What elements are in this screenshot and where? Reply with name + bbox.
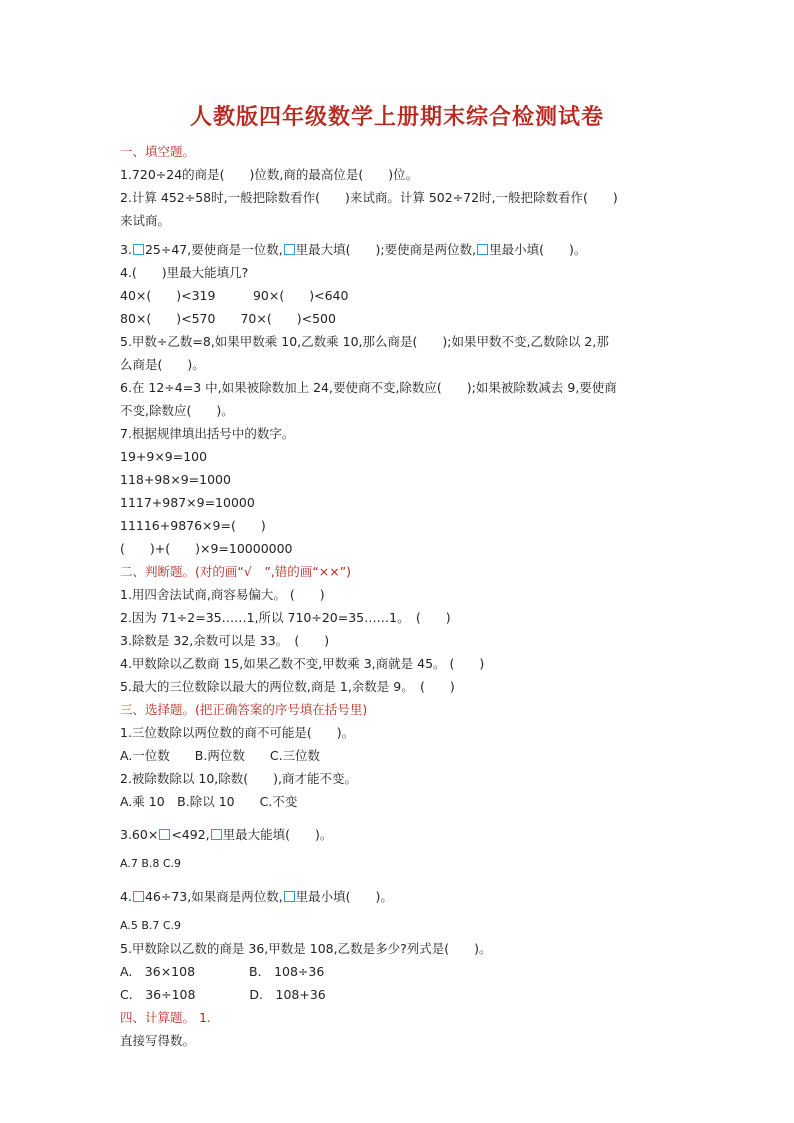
choose-q1: 1.三位数除以两位数的商不可能是( )。 xyxy=(120,725,355,740)
choose-q4-part1: 46÷73,如果商是两位数, xyxy=(144,889,283,904)
choose-q5-options-row1: A. 36×108 B. 108÷36 xyxy=(120,964,325,979)
choose-q2-options: A.乘 10 B.除以 10 C.不变 xyxy=(120,794,298,809)
fill-q5-line2: 么商是( )。 xyxy=(120,357,205,372)
blank-square-icon xyxy=(284,891,295,902)
page-title: 人教版四年级数学上册期末综合检测试卷 xyxy=(189,104,604,130)
section-calc-heading: 四、计算题。 1. xyxy=(120,1010,211,1025)
fill-q3-part2: 里最大填( );要使商是两位数, xyxy=(295,242,477,257)
fill-q3-part1: 25÷47,要使商是一位数, xyxy=(144,242,283,257)
choose-q4-options: A.5 B.7 C.9 xyxy=(120,919,182,932)
blank-square-icon xyxy=(133,244,144,255)
section-judge-heading: 二、判断题。(对的画“√ ”,错的画“××”) xyxy=(120,564,352,579)
choose-q3-part1: 3.60× xyxy=(120,827,159,842)
choose-q4-part2: 里最小填( )。 xyxy=(295,889,393,904)
section-fill-heading: 一、填空题。 xyxy=(120,144,196,159)
choose-q4-number: 4. xyxy=(120,889,132,904)
fill-q4: 4.( )里最大能填几? xyxy=(120,265,249,280)
blank-square-icon xyxy=(211,829,222,840)
fill-q7-row4: 11116+9876×9=( ) xyxy=(120,518,266,533)
judge-q5: 5.最大的三位数除以最大的两位数,商是 1,余数是 9。 ( ) xyxy=(120,679,455,694)
fill-q7-row5: ( )+( )×9=10000000 xyxy=(120,541,293,556)
choose-q4 xyxy=(120,885,680,908)
blank-square-icon xyxy=(159,829,170,840)
choose-q2: 2.被除数除以 10,除数( ),商才能不变。 xyxy=(120,771,358,786)
fill-q3-number: 3. xyxy=(120,242,132,257)
judge-q3: 3.除数是 32,余数可以是 33。 ( ) xyxy=(120,633,330,648)
judge-q2: 2.因为 71÷2=35……1,所以 710÷20=35……1。 ( ) xyxy=(120,610,451,625)
fill-q3 xyxy=(120,238,680,261)
fill-q7-row1: 19+9×9=100 xyxy=(120,449,208,464)
exam-content xyxy=(120,140,680,1052)
fill-q4-row1: 40×( )<319 90×( )<640 xyxy=(120,288,349,303)
fill-q6-line1: 6.在 12÷4=3 中,如果被除数加上 24,要使商不变,除数应( );如果被除数减去 9,要使商 xyxy=(120,380,617,395)
choose-q3 xyxy=(120,823,680,846)
choose-q5-options-row2: C. 36÷108 D. 108+36 xyxy=(120,987,326,1002)
blank-square-icon xyxy=(477,244,488,255)
choose-q3-part3: 里最大能填( )。 xyxy=(222,827,333,842)
fill-q3-part3: 里最小填( )。 xyxy=(489,242,587,257)
fill-q7-row3: 1117+987×9=10000 xyxy=(120,495,255,510)
choose-q3-part2: <492, xyxy=(171,827,210,842)
choose-q3-options: A.7 B.8 C.9 xyxy=(120,857,182,870)
judge-q4: 4.甲数除以乙数商 15,如果乙数不变,甲数乘 3,商就是 45。 ( ) xyxy=(120,656,485,671)
fill-q2-line1: 2.计算 452÷58时,一般把除数看作( )来试商。计算 502÷72时,一般把除数看作( ) xyxy=(120,190,618,205)
blank-square-icon xyxy=(284,244,295,255)
blank-square-icon xyxy=(133,891,144,902)
fill-q5-line1: 5.甲数÷乙数=8,如果甲数乘 10,乙数乘 10,那么商是( );如果甲数不变,乙数除以 2,那 xyxy=(120,334,609,349)
fill-q6-line2: 不变,除数应( )。 xyxy=(120,403,234,418)
choose-q5: 5.甲数除以乙数的商是 36,甲数是 108,乙数是多少?列式是( )。 xyxy=(120,941,492,956)
fill-q7-row2: 118+98×9=1000 xyxy=(120,472,231,487)
judge-q1: 1.用四舍法试商,商容易偏大。 ( ) xyxy=(120,587,325,602)
choose-q1-options: A.一位数 B.两位数 C.三位数 xyxy=(120,748,321,763)
fill-q7: 7.根据规律填出括号中的数字。 xyxy=(120,426,295,441)
fill-q1: 1.720÷24的商是( )位数,商的最高位是( )位。 xyxy=(120,167,419,182)
calc-intro: 直接写得数。 xyxy=(120,1033,196,1048)
section-choose-heading: 三、选择题。(把正确答案的序号填在括号里) xyxy=(120,702,368,717)
fill-q2-line2: 来试商。 xyxy=(120,213,171,228)
fill-q4-row2: 80×( )<570 70×( )<500 xyxy=(120,311,336,326)
